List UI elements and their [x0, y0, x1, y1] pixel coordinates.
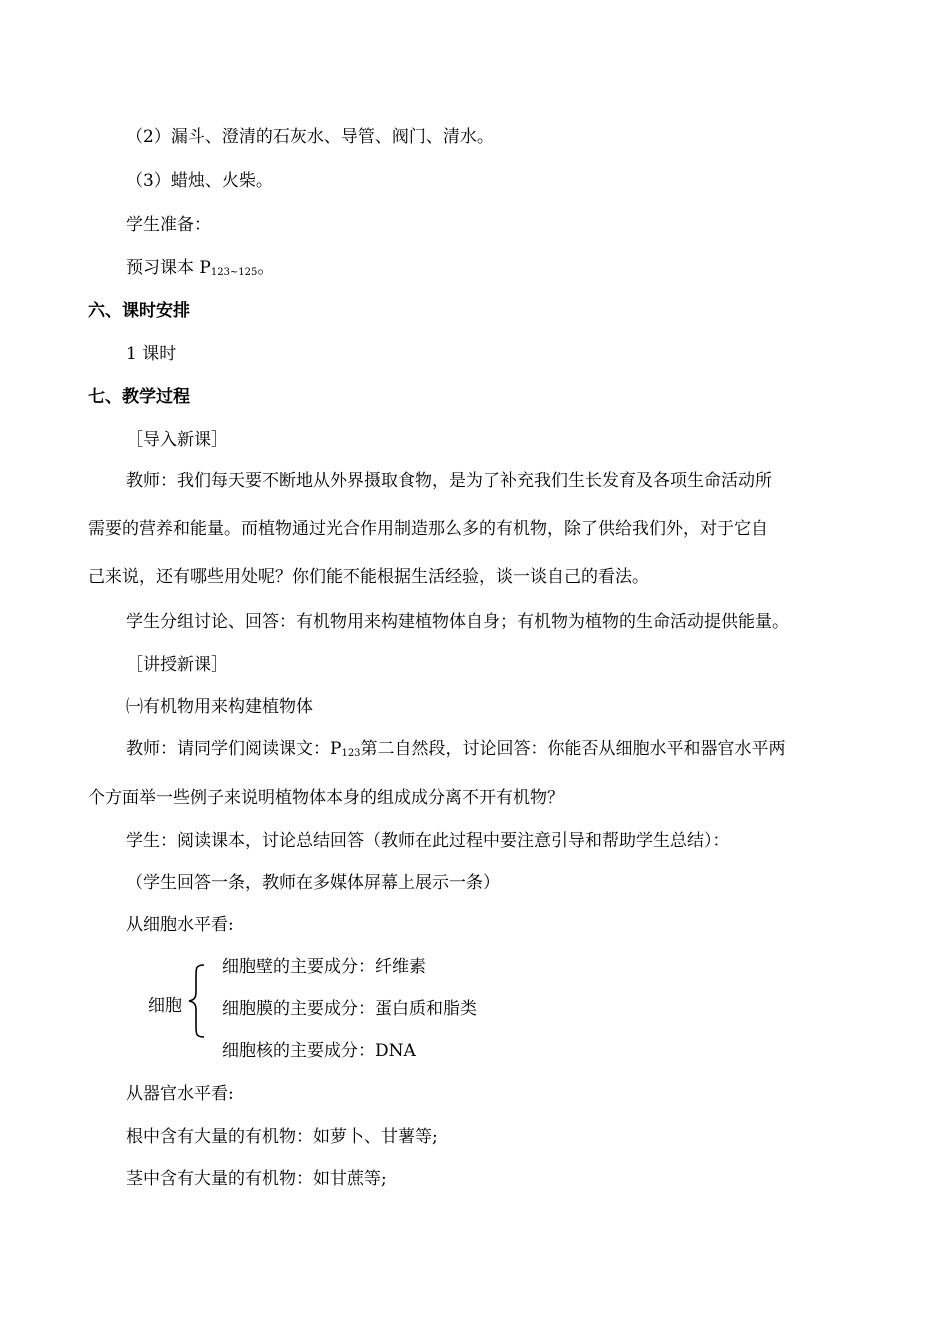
root-example: 根中含有大量的有机物：如萝卜、甘薯等; [126, 1127, 438, 1147]
teacher-question-line-2: 个方面举一些例子来说明植物体本身的组成成分离不开有机物？ [88, 788, 564, 808]
section-6-title: 六、课时安排 [88, 301, 190, 321]
organ-level-heading: 从器官水平看: [126, 1084, 234, 1104]
curly-brace-icon [186, 964, 208, 1038]
cell-label: 细胞 [148, 996, 182, 1016]
section-6-content: 1 课时 [126, 344, 177, 364]
display-note: （学生回答一条，教师在多媒体屏幕上展示一条） [126, 873, 500, 893]
cell-item-nucleus: 细胞核的主要成分：DNA [222, 1041, 416, 1061]
stem-example: 茎中含有大量的有机物：如甘蔗等; [126, 1169, 387, 1189]
intro-tag: ［导入新课］ [126, 430, 228, 450]
student-answer: 学生分组讨论、回答：有机物用来构建植物体自身；有机物为植物的生命活动提供能量。 [126, 612, 789, 632]
cell-level-heading: 从细胞水平看: [126, 915, 234, 935]
student-summary: 学生：阅读课本，讨论总结回答（教师在此过程中要注意引导和帮助学生总结）： [126, 831, 730, 851]
teacher-paragraph-line-1: 教师：我们每天要不断地从外界摄取食物，是为了补充我们生长发育及各项生命活动所 [126, 471, 772, 491]
section-7-title: 七、教学过程 [88, 387, 190, 407]
teacher-question-line-1 [126, 738, 786, 765]
teacher-question-pre: 教师：请同学们阅读课文：P [126, 739, 342, 759]
teacher-question-post: 第二自然段，讨论回答：你能否从细胞水平和器官水平两 [360, 739, 786, 759]
student-prep-text-main: 预习课本 P [126, 258, 211, 278]
student-prep-heading: 学生准备： [126, 215, 211, 235]
student-prep-text [126, 257, 274, 284]
materials-item-2: （2）漏斗、澄清的石灰水、导管、阀门、清水。 [126, 127, 494, 147]
student-prep-page-range: 123~125 [210, 267, 258, 278]
cell-item-wall: 细胞壁的主要成分：纤维素 [222, 957, 426, 977]
materials-item-3: （3）蜡烛、火柴。 [126, 171, 273, 191]
teacher-question-page: 123 [341, 748, 361, 759]
subheading-1: ㈠有机物用来构建植物体 [126, 697, 313, 717]
cell-item-membrane: 细胞膜的主要成分：蛋白质和脂类 [222, 999, 477, 1019]
teacher-paragraph-line-3: 己来说，还有哪些用处呢？你们能不能根据生活经验，谈一谈自己的看法。 [88, 567, 649, 587]
new-lesson-tag: ［讲授新课］ [126, 655, 228, 675]
student-prep-text-end: 。 [257, 258, 275, 278]
teacher-paragraph-line-2: 需要的营养和能量。而植物通过光合作用制造那么多的有机物，除了供给我们外，对于它自 [88, 519, 768, 539]
